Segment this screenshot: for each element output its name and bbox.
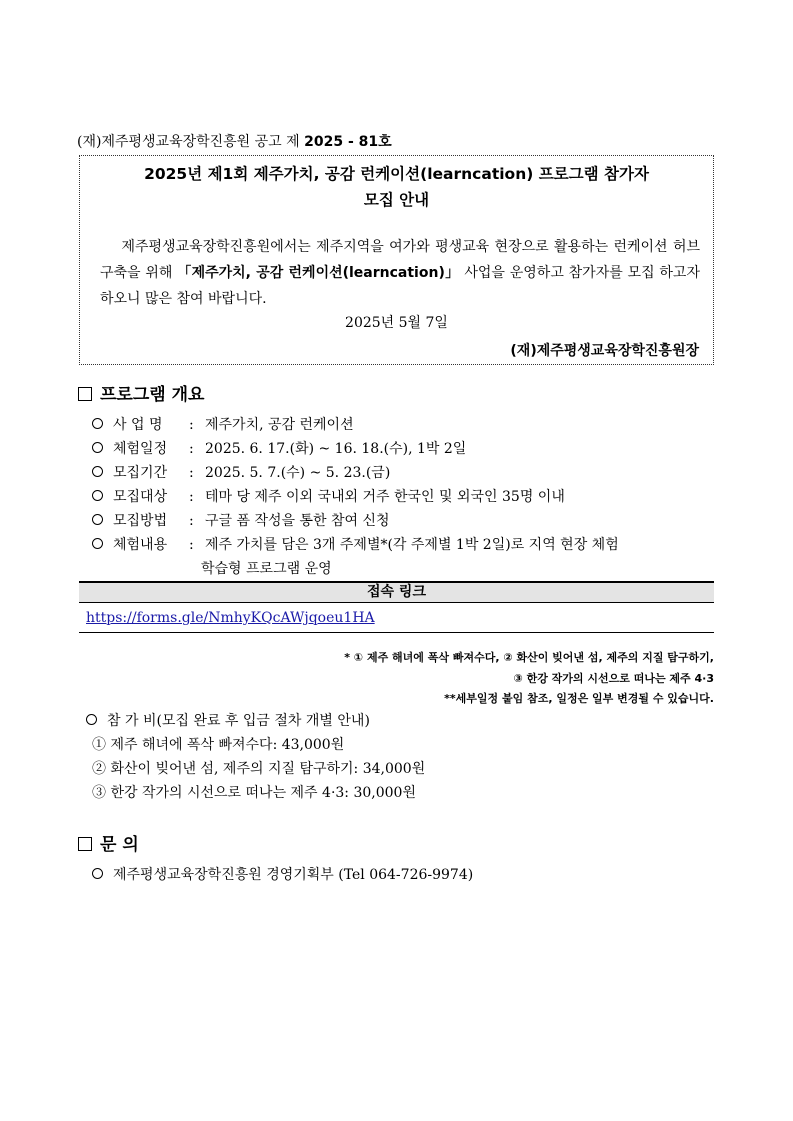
overview-item-label: 체험일정: [113, 441, 168, 457]
circle-bullet-icon: [92, 418, 103, 429]
overview-item-period: [92, 462, 390, 482]
overview-item-label: 모집대상: [113, 489, 168, 505]
overview-item-target: [92, 486, 565, 506]
colon: :: [189, 537, 194, 553]
fee-title: [86, 710, 370, 730]
contact-text: 제주평생교육장학진흥원 경영기획부 (Tel 064-726-9974): [113, 867, 474, 883]
overview-heading: [78, 380, 204, 405]
circle-bullet-icon: [92, 514, 103, 525]
circle-bullet-icon: [86, 714, 97, 725]
overview-heading-text: 프로그램 개요: [100, 385, 205, 405]
fee-item: ③ 한강 작가의 시선으로 떠나는 제주 4·3: 30,000원: [92, 785, 416, 801]
announcement-body-part2: 사업을 운영하고 참가자를 모집 하고자 하오니 많은 참여 바랍니다.: [100, 265, 700, 307]
circle-bullet-icon: [92, 442, 103, 453]
announcement-title-line2: 모집 안내: [363, 191, 430, 209]
announcement-title-line1: 2025년 제1회 제주가치, 공감 런케이션(learncation) 프로그램 참가자: [144, 165, 649, 183]
overview-item-content: [92, 534, 619, 554]
overview-item-content-continued: 학습형 프로그램 운영: [201, 561, 332, 577]
contact-heading: [78, 830, 139, 855]
overview-item-name: [92, 414, 354, 434]
overview-item-value: 제주가치, 공감 런케이션: [205, 417, 354, 433]
overview-item-value: 2025. 6. 17.(화) ~ 16. 18.(수), 1박 2일: [205, 441, 467, 457]
circle-bullet-icon: [92, 490, 103, 501]
overview-item-schedule: [92, 438, 466, 458]
overview-item-label: 사 업 명: [113, 417, 163, 433]
overview-item-value: 제주 가치를 담은 3개 주제별*(각 주제별 1박 2일)로 지역 현장 체험: [205, 537, 619, 553]
notice-number: [77, 131, 392, 151]
square-bullet-icon: [78, 837, 92, 851]
colon: :: [189, 417, 194, 433]
note-line3: **세부일정 붙임 참조, 일정은 일부 변경될 수 있습니다.: [444, 692, 714, 705]
circle-bullet-icon: [92, 466, 103, 477]
announcement-body: [100, 234, 700, 312]
fee-item: ① 제주 해녀에 폭삭 빠져수다: 43,000원: [92, 737, 345, 753]
overview-item-label: 체험내용: [113, 537, 168, 553]
table-rule: [79, 602, 714, 603]
overview-item-value: 구글 폼 작성을 통한 참여 신청: [205, 513, 390, 529]
note-line1: * ① 제주 해녀에 폭삭 빠져수다, ② 화산이 빚어낸 섬, 제주의 지질 탐구하기,: [344, 651, 714, 664]
overview-item-value: 테마 당 제주 이외 국내외 거주 한국인 및 외국인 35명 이내: [205, 489, 565, 505]
application-form-link[interactable]: https://forms.gle/NmhyKQcAWjqoeu1HA: [86, 610, 375, 626]
colon: :: [189, 489, 194, 505]
circle-bullet-icon: [92, 538, 103, 549]
table-rule: [79, 632, 714, 633]
contact-heading-text: 문 의: [100, 835, 139, 855]
fee-title-text: 참 가 비(모집 완료 후 입금 절차 개별 안내): [107, 713, 370, 729]
colon: :: [189, 513, 194, 529]
colon: :: [189, 441, 194, 457]
notice-prefix: (재)제주평생교육장학진흥원 공고 제: [77, 134, 300, 150]
overview-item-value: 2025. 5. 7.(수) ~ 5. 23.(금): [205, 465, 391, 481]
overview-item-label: 모집기간: [113, 465, 168, 481]
square-bullet-icon: [78, 387, 92, 401]
notice-number-value: 2025 - 81호: [304, 134, 392, 150]
announcement-box: [79, 155, 714, 365]
fee-item: ② 화산이 빚어낸 섬, 제주의 지질 탐구하기: 34,000원: [92, 761, 426, 777]
overview-item-label: 모집방법: [113, 513, 168, 529]
overview-item-method: [92, 510, 390, 530]
announcement-body-part1: 제주평생교육장학진흥원에서는 제주지역을 여가와 평생교육 현장으로 활용하는 런케이션 허브 구축을 위해: [100, 239, 700, 281]
circle-bullet-icon: [92, 868, 103, 879]
note-line2: ③ 한강 작가의 시선으로 떠나는 제주 4·3: [513, 672, 714, 685]
colon: :: [189, 465, 194, 481]
contact-item: [92, 864, 473, 884]
announcement-date: 2025년 5월 7일: [345, 315, 448, 331]
link-table-header: 접속 링크: [79, 583, 714, 602]
announcement-signature: (재)제주평생교육장학진흥원장: [510, 343, 699, 359]
announcement-program-name: 「제주가치, 공감 런케이션(learncation)」: [177, 265, 460, 281]
